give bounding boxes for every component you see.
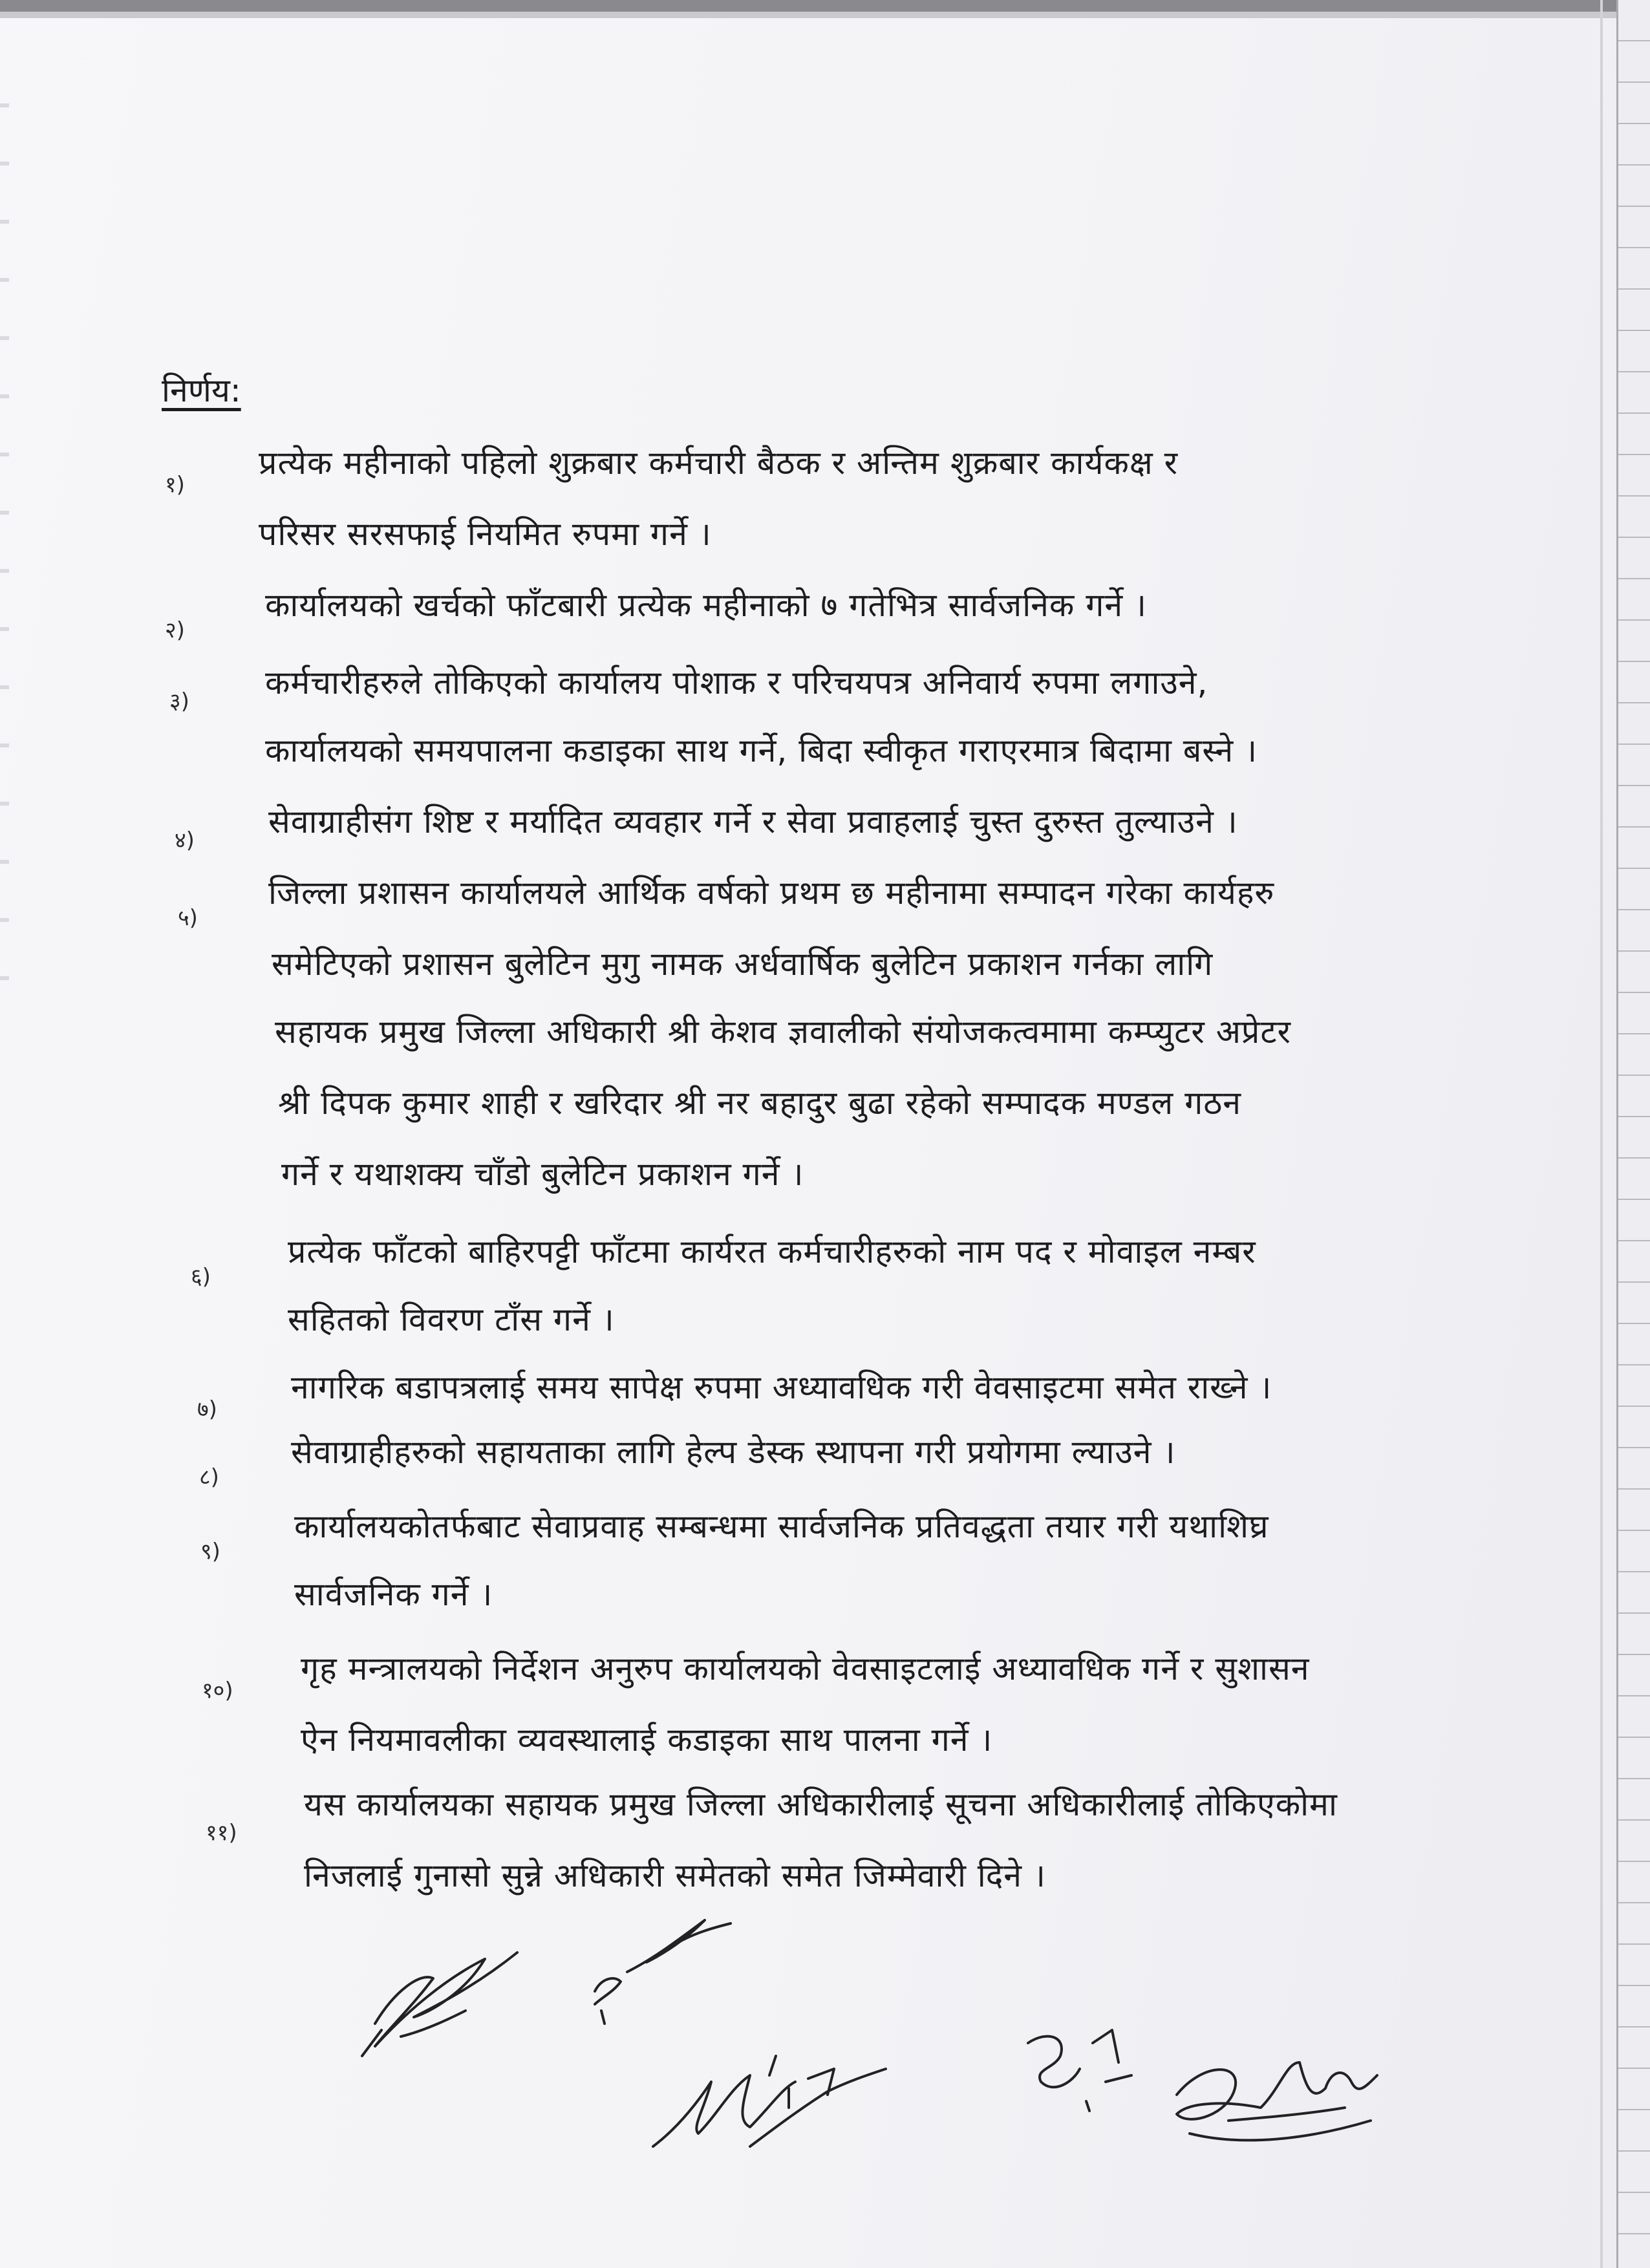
decision-text-line: कार्यालयको खर्चको फाँटबारी प्रत्येक महीनाको ७ गतेभित्र सार्वजनिक गर्ने । (265, 586, 1147, 624)
page-left-edge (0, 103, 9, 1009)
decision-text-line: सहायक प्रमुख जिल्ला अधिकारी श्री केशव ज्ञवालीको संयोजकत्वमामा कम्प्युटर अप्रेटर (275, 1013, 1291, 1051)
decision-text-line: नागरिक बडापत्रलाई समय सापेक्ष रुपमा अध्यावधिक गरी वेवसाइटमा समेत राख्ने । (291, 1369, 1272, 1406)
decision-text-line: ऐन नियमावलीका व्यवस्थालाई कडाइका साथ पालना गर्ने । (301, 1721, 993, 1759)
signature-1 (336, 1933, 530, 2069)
decision-text-line: सेवाग्राहीसंग शिष्ट र मर्यादित व्यवहार गर्ने र सेवा प्रवाहलाई चुस्त दुरुस्त तुल्याउने । (268, 803, 1238, 840)
decision-text-line: कर्मचारीहरुले तोकिएको कार्यालय पोशाक र परिचयपत्र अनिवार्य रुपमा लगाउने, (265, 664, 1208, 701)
decision-number: ४) (175, 828, 195, 853)
signature-2 (575, 1901, 744, 2030)
decision-number: ११) (206, 1820, 237, 1846)
decision-text-line: सहितको विवरण टाँस गर्ने । (288, 1301, 615, 1338)
decision-text-line: श्री दिपक कुमार शाही र खरिदार श्री नर बहादुर बुढा रहेको सम्पादक मण्डल गठन (278, 1084, 1242, 1122)
decision-text-line: गृह मन्त्रालयको निर्देशन अनुरुप कार्यालयको वेवसाइटलाई अध्यावधिक गर्ने र सुशासन (301, 1650, 1310, 1687)
binder-margin (1616, 0, 1650, 2268)
decision-number: ५) (178, 905, 198, 931)
signature-3 (640, 2030, 899, 2179)
decision-number: ९) (200, 1539, 220, 1565)
decision-number: ८) (199, 1464, 219, 1490)
decision-text-line: कार्यालयको समयपालना कडाइका साथ गर्ने, बिदा स्वीकृत गराएरमात्र बिदामा बस्ने । (265, 732, 1258, 769)
decision-number: १) (165, 472, 185, 498)
decision-text-line: परिसर सरसफाई नियमित रुपमा गर्ने । (259, 515, 712, 553)
decision-text-line: प्रत्येक फाँटको बाहिरपट्टी फाँटमा कार्यरत कर्मचारीहरुको नाम पद र मोवाइल नम्बर (288, 1233, 1256, 1270)
decision-text-line: जिल्ला प्रशासन कार्यालयले आर्थिक वर्षको प्रथम छ महीनामा सम्पादन गरेका कार्यहरु (268, 874, 1275, 912)
decision-text-line: गर्ने र यथाशक्य चाँडो बुलेटिन प्रकाशन गर्ने । (281, 1155, 804, 1193)
decision-number: ७) (197, 1396, 217, 1422)
decision-text-line: समेटिएको प्रशासन बुलेटिन मुगु नामक अर्धवार्षिक बुलेटिन प्रकाशन गर्नका लागि (272, 945, 1214, 983)
decision-text-line: सेवाग्राहीहरुको सहायताका लागि हेल्प डेस्क स्थापना गरी प्रयोगमा ल्याउने । (291, 1433, 1176, 1471)
decision-number: ६) (191, 1264, 211, 1290)
signature-5 (1151, 2024, 1397, 2166)
page-right-edge (1600, 0, 1603, 2268)
decision-text-line: निजलाई गुनासो सुन्ने अधिकारी समेतको समेत जिम्मेवारी दिने । (304, 1857, 1046, 1894)
signature-4 (1015, 2004, 1157, 2134)
decision-text-line: यस कार्यालयका सहायक प्रमुख जिल्ला अधिकारीलाई सूचना अधिकारीलाई तोकिएकोमा (304, 1786, 1338, 1823)
decision-number: १०) (202, 1678, 233, 1704)
decision-heading: निर्णय: (162, 372, 241, 409)
decision-number: २) (165, 617, 185, 643)
decision-number: ३) (169, 689, 189, 714)
decision-text-line: सार्वजनिक गर्ने । (294, 1576, 493, 1613)
scan-top-shadow (0, 12, 1650, 18)
decision-text-line: प्रत्येक महीनाको पहिलो शुक्रबार कर्मचारी बैठक र अन्तिम शुक्रबार कार्यकक्ष र (259, 444, 1179, 482)
decision-text-line: कार्यालयकोतर्फबाट सेवाप्रवाह सम्बन्धमा सार्वजनिक प्रतिवद्धता तयार गरी यथाशिघ्र (294, 1508, 1269, 1545)
scan-top-border (0, 0, 1650, 13)
